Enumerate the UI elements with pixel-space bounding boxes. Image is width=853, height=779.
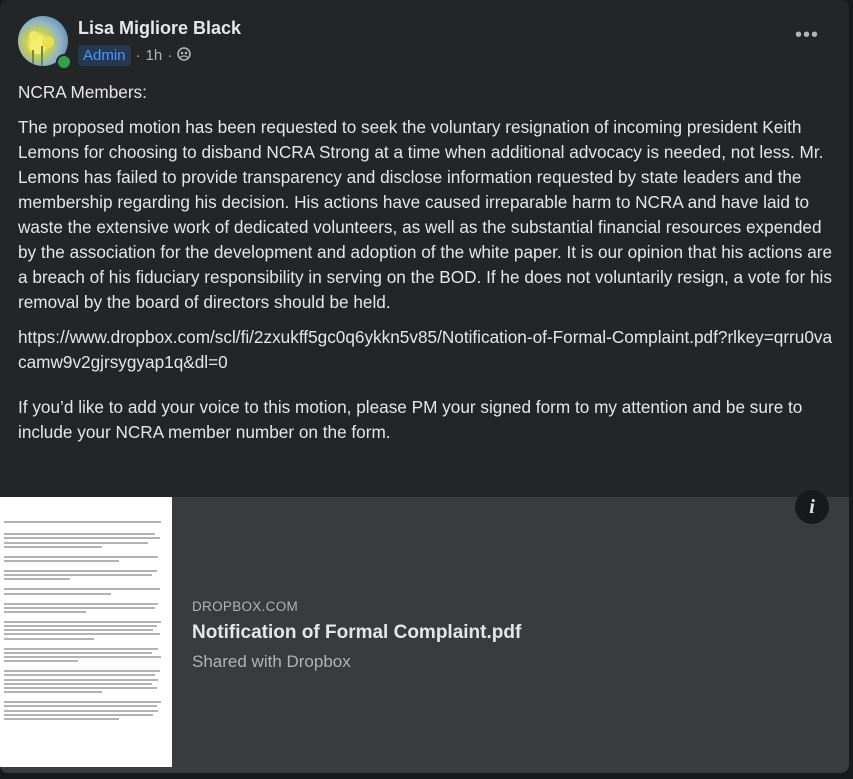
admin-badge[interactable]: Admin [78, 45, 131, 66]
post-body [18, 80, 833, 455]
post-paragraph: The proposed motion has been requested to seek the voluntary resignation of incoming president Keith Lemons for choosing to disband NCRA Strong at a time when additional advocacy is needed, not less. Mr. Lemons has failed to provide transparency and disclose information requested by state leaders and the membership regarding his decision. His actions have caused irreparable harm to NCRA and have laid to waste the extensive work of dedicated volunteers, as well as the substantial financial resources expended by the association for the development and adoption of the white paper. It is our opinion that his actions are a breach of his fiduciary responsibility in serving on the BOD. If he does not voluntarily resign, a vote for his removal by the board of directors should be held. [18, 117, 833, 312]
document-thumbnail-text-lines [4, 521, 168, 722]
online-status-dot [56, 54, 72, 70]
document-thumbnail[interactable] [0, 497, 172, 767]
post-paragraph: If you’d like to add your voice to this motion, please PM your signed form to my attention and be sure to include your NCRA member number on the form. [18, 397, 803, 442]
post-greeting: NCRA Members: [18, 82, 147, 102]
meta-separator: · [135, 47, 141, 64]
author-name[interactable]: Lisa Migliore Black [78, 18, 242, 38]
link-preview-card[interactable] [0, 497, 849, 773]
link-card-info[interactable] [192, 599, 521, 672]
post-time[interactable]: 1h [145, 47, 163, 64]
meta-separator: · [167, 47, 173, 64]
group-privacy-icon[interactable] [177, 47, 191, 65]
more-options-icon[interactable]: ••• [794, 24, 819, 46]
post-link[interactable]: https://www.dropbox.com/scl/fi/2zxukff5gc0q6ykkn5v85/Notification-of-Formal-Complaint.pdf?rlkey=qrru0vacamw9v2gjrsygyap1q&dl=0 [18, 327, 833, 372]
info-icon[interactable]: i [795, 490, 829, 524]
link-card-title[interactable]: Notification of Formal Complaint.pdf [192, 622, 522, 643]
post-meta [78, 45, 191, 66]
link-card-domain: DROPBOX.COM [192, 599, 299, 614]
link-card-subtitle: Shared with Dropbox [192, 652, 351, 671]
